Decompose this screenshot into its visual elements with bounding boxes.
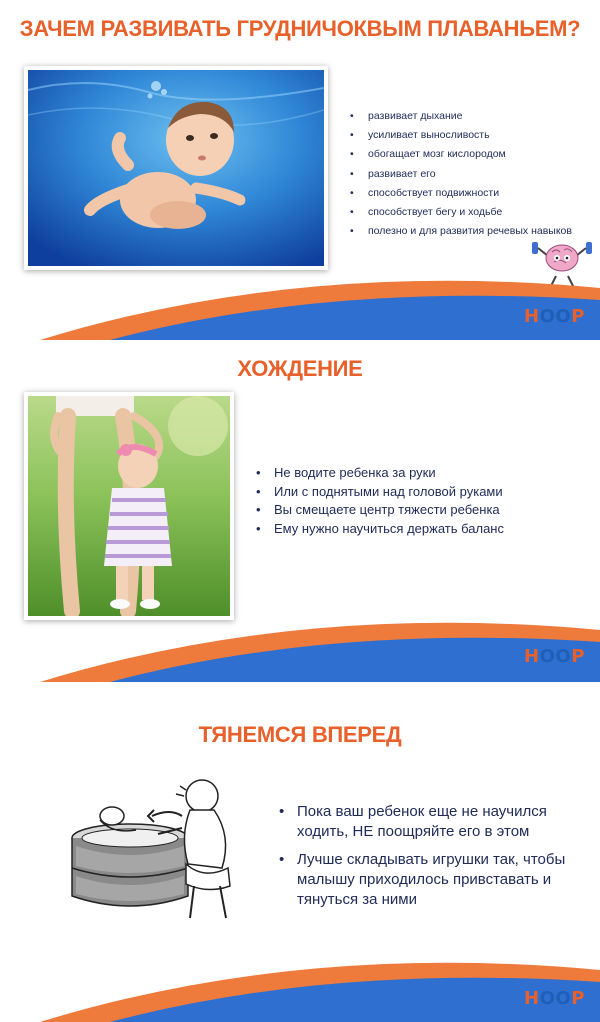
list-item: • Или с поднятыми над головой руками <box>256 483 504 502</box>
baby-walking-photo <box>24 392 234 620</box>
slide-swimming <box>0 0 600 340</box>
list-item: • Вы смещаете центр тяжести ребенка <box>256 501 504 520</box>
logo-letter: H <box>524 988 540 1009</box>
decorative-wave <box>0 612 600 682</box>
list-item: • способствует бегу и ходьбе <box>350 203 572 222</box>
logo-letter: H <box>524 306 540 327</box>
decorative-wave <box>0 952 600 1022</box>
logo-letter: P <box>571 306 585 327</box>
hoop-logo-icon <box>524 306 585 327</box>
logo-letter: O <box>555 988 572 1009</box>
hoop-logo-icon <box>524 646 585 667</box>
list-item: • развивает его <box>350 165 572 184</box>
list-item: • развивает дыхание <box>350 107 572 126</box>
benefits-list <box>350 107 572 241</box>
list-item: • обогащает мозг кислородом <box>350 145 572 164</box>
logo-letter: O <box>539 646 556 667</box>
baby-pool-drawing <box>62 776 252 926</box>
baby-swimming-photo <box>24 66 328 270</box>
logo-letter: O <box>555 306 572 327</box>
slide-walking <box>0 340 600 682</box>
list-item: • Пока ваш ребенок еще не научился ходить, НЕ поощряйте его в этом <box>279 802 600 842</box>
walking-tips-list <box>256 464 504 538</box>
list-item: • Не водите ребенка за руки <box>256 464 504 483</box>
list-item: • Ему нужно научиться держать баланс <box>256 520 504 539</box>
logo-letter: O <box>539 988 556 1009</box>
logo-letter: O <box>555 646 572 667</box>
slide-reaching <box>0 682 600 1022</box>
logo-letter: P <box>571 988 585 1009</box>
list-item: • полезно и для развития речевых навыков <box>350 222 572 241</box>
logo-letter: P <box>571 646 585 667</box>
list-item: • усиливает выносливость <box>350 126 572 145</box>
slide-title: ТЯНЕМСЯ ВПЕРЕД <box>198 722 402 747</box>
hoop-logo-icon <box>524 988 585 1009</box>
reaching-tips-list <box>279 802 600 918</box>
logo-letter: H <box>524 646 540 667</box>
decorative-wave <box>0 270 600 340</box>
slide-title: ХОЖДЕНИЕ <box>237 356 363 381</box>
list-item: • Лучше складывать игрушки так, чтобы малышу приходилось привставать и тянуться за ними <box>279 850 600 910</box>
slide-title: ЗАЧЕМ РАЗВИВАТЬ ГРУДНИЧОКВЫМ ПЛАВАНЬЕМ? <box>19 16 581 41</box>
list-item: • способствует подвижности <box>350 184 572 203</box>
logo-letter: O <box>539 306 556 327</box>
